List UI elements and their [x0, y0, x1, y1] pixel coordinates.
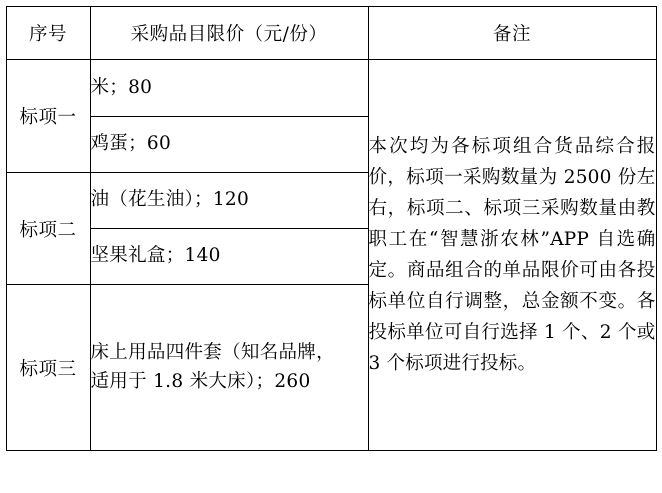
lot-label-1: 标项一 [6, 60, 90, 173]
lot-label-2: 标项二 [6, 173, 90, 285]
table-header-row [6, 7, 656, 60]
header-cell-no: 序号 [6, 7, 90, 60]
item-cell: 坚果礼盒；140 [90, 229, 368, 285]
purchase-price-table [6, 6, 657, 451]
header-cell-note: 备注 [368, 7, 656, 60]
item-cell: 米；80 [90, 60, 368, 117]
item-cell: 鸡蛋；60 [90, 117, 368, 173]
header-cell-item: 采购品目限价（元/份） [90, 7, 368, 60]
table-row [6, 60, 656, 117]
note-cell: 本次均为各标项组合货品综合报价，标项一采购数量为 2500 份左右，标项二、标项三采购数量由教职工在“智慧浙农林”APP 自选确定。商品组合的单品限价可由各投标单位自行调整，总金额不变。各投标单位可自行选择 1 个、2 个或 3 个标项进行投标。 [368, 60, 656, 451]
item-line: 适用于 1.8 米大床）；260 [90, 370, 311, 392]
item-cell [90, 285, 368, 451]
item-cell: 油（花生油）；120 [90, 173, 368, 229]
item-line: 床上用品四件套（知名品牌， [90, 341, 335, 363]
lot-label-3: 标项三 [6, 285, 90, 451]
